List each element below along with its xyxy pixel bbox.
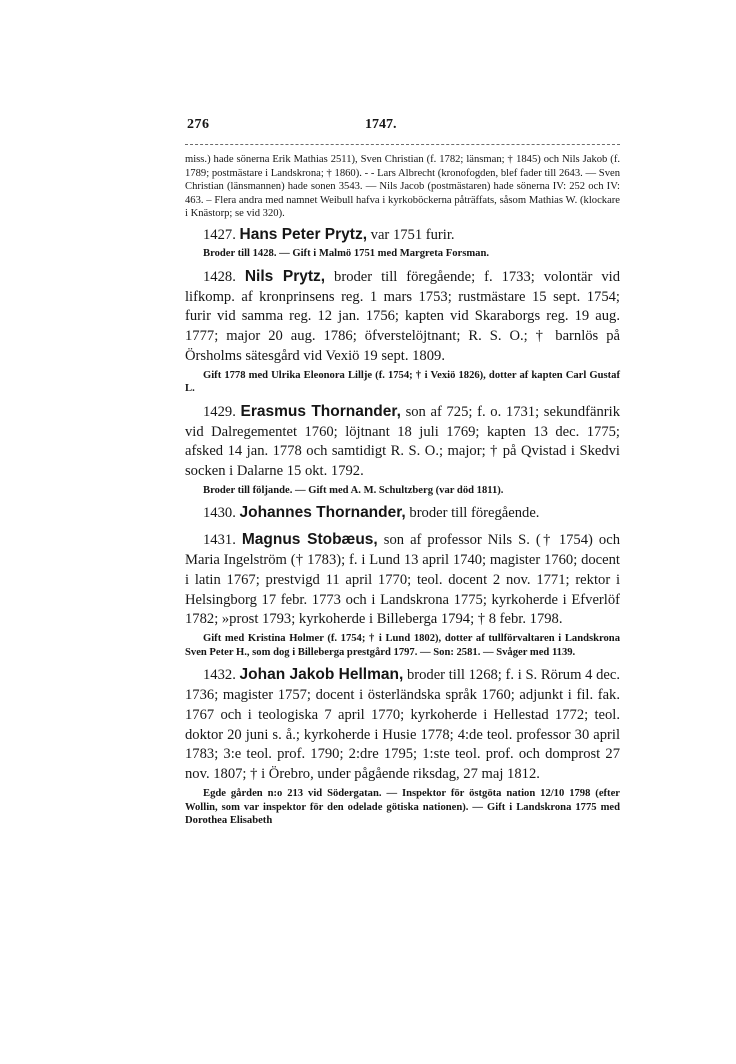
entry-1431 — [185, 530, 620, 659]
entry-number: 1428. — [203, 268, 236, 285]
entry-name: Nils Prytz, — [244, 267, 326, 285]
entry-text: broder till föregående; f. 1733; volontär vid lifkomp. af kronprinsens reg. 1 mars 1753; rustmästare 15 sept. 1754; furir vid samma reg. 12 jan. 1756; kapten vid Skaraborgs reg. 19 aug. 1777; major 20 aug. 1786; öfverstelöjtnant; R. S. O.; † barnlös på Örsholms sätesgård vid Vexiö 19 sept. 1809. — [185, 268, 621, 364]
entry-note: Gift 1778 med Ulrika Eleonora Lillje (f. 1754; † i Vexiö 1826), dotter af kapten Carl Gustaf L. — [185, 369, 620, 395]
entry-note: Gift med Kristina Holmer (f. 1754; † i Lund 1802), dotter af tullförvaltaren i Landskrona Sven Peter H., som dog i Billeberga prestgård 1797. — Son: 2581. — Svåger med 1139. — [185, 633, 620, 658]
entry-1428 — [185, 267, 620, 396]
entry-note: Broder till följande. — Gift med A. M. Schultzberg (var död 1811). — [203, 484, 504, 496]
intro-paragraph: miss.) hade sönerna Erik Mathias 2511), Sven Christian (f. 1782; länsman; † 1845) och Nils Jakob (f. 1789; postmästare i Landskrona; † 1860). - - Lars Albrecht (kronofogden, blef fader till 2643. — Sven Christian (länsmannen) hade sonen 3543. — Nils Jacob (postmästaren) hade sönerna IV: 252 och IV: 463. – Flera andra med namnet Weibull hafva i kyrkoböckerna påträffats, såsom Mathias W. (klockare i Knästorp; se vid 320). — [185, 154, 620, 219]
entry-text: broder till föregående. — [409, 505, 540, 522]
header-year: 1747. — [365, 117, 397, 132]
entry-note: Egde gården n:o 213 vid Södergatan. — Inspektor för östgöta nation 12/10 1798 (efter Wollin, som var inspektor för den odelade götiska nationen). — Gift i Landskrona 1775 med Dorothea Elisabeth — [185, 788, 620, 827]
header-rule — [185, 144, 620, 145]
page-number: 276 — [187, 117, 210, 132]
entry-name: Johan Jakob Hellman, — [239, 666, 404, 684]
entry-name: Johannes Thornander, — [239, 504, 406, 522]
entry-number: 1427. — [203, 226, 236, 243]
entry-number: 1432. — [203, 667, 236, 684]
entry-text: son af professor Nils S. († 1754) och Maria Ingelström († 1783); f. i Lund 13 april 1740; magister 1760; docent i latin 1767; prestvigd 11 april 1770; teol. docent 2 nov. 1771; rektor i Helsingborg 17 febr. 1773 och i Landskrona 1775; kyrkoherde i Efverlöf 1782; »prost 1793; kyrkoherde i Billeberga 1794; † 8 febr. 1798. — [185, 532, 620, 628]
running-header — [187, 117, 618, 135]
entry-name: Magnus Stobæus, — [241, 531, 378, 549]
entry-1427 — [185, 225, 620, 261]
entry-number: 1429. — [203, 403, 236, 420]
entry-note: Broder till 1428. — Gift i Malmö 1751 med Margreta Forsman. — [203, 248, 489, 260]
entry-text: var 1751 furir. — [370, 226, 455, 243]
entry-name: Hans Peter Prytz, — [239, 225, 367, 243]
entry-1429 — [185, 402, 620, 498]
entry-1432 — [185, 665, 620, 827]
entry-text: son af 725; f. o. 1731; sekundfänrik vid Dalregementet 1760; löjtnant 18 juli 1769; kapten 13 dec. 1775; afsked 14 jan. 1778 och samtidigt R. S. O.; major; † på Qvistad i Skedvi socken i Dalarne 15 okt. 1792. — [185, 403, 620, 480]
page-body — [185, 153, 620, 834]
entry-text: broder till 1268; f. i S. Rörum 4 dec. 1736; magister 1757; docent i österländska språk 1760; adjunkt i fil. fak. 1767 och i teologiska 7 april 1770; kyrkoherde i Hellestad 1772; teol. doktor 20 juni s. å.; kyrkoherde i Husie 1778; 4:de teol. professor 30 april 1783; 3:e teol. prof. 1790; 2:dre 1795; 1:ste teol. prof. och domprost 27 nov. 1807; † i Örebro, under pågående riksdag, 27 maj 1812. — [185, 667, 620, 783]
entry-1430 — [185, 503, 620, 524]
entry-number: 1430. — [203, 505, 236, 522]
entry-name: Erasmus Thornander, — [240, 402, 401, 420]
entry-number: 1431. — [203, 532, 236, 549]
